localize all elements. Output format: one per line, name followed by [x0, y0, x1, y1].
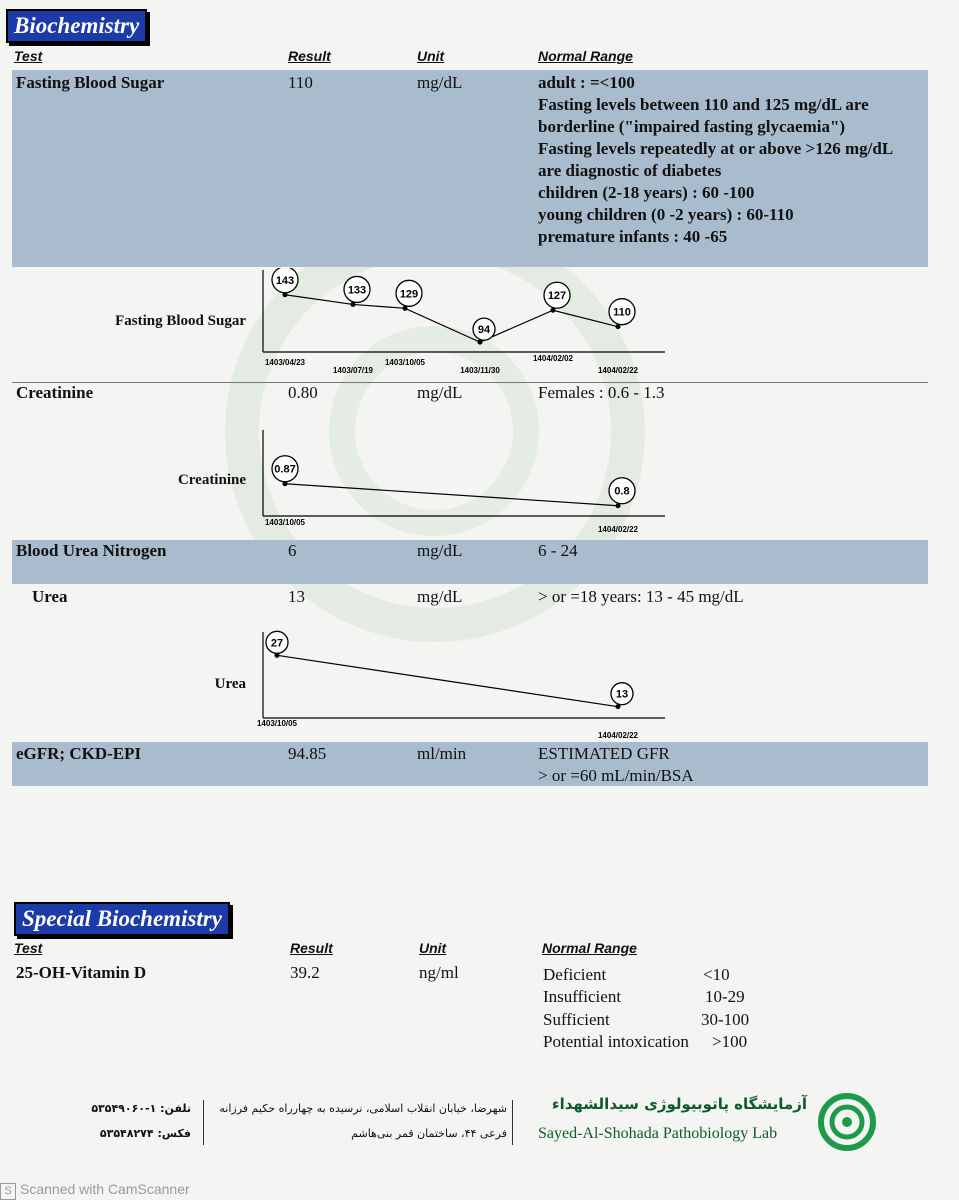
egfr-normal-range — [538, 743, 694, 787]
fbs-range-line: children (2-18 years) : 60 -100 — [538, 183, 755, 202]
vitd-unit: ng/ml — [419, 963, 459, 982]
urea-result: 13 — [288, 587, 305, 606]
fbs-unit: mg/dL — [417, 73, 463, 92]
vitd-range-label: Deficient — [543, 965, 607, 984]
x-tick-label: 1403/10/05 — [264, 518, 306, 527]
lab-name-fa: آزمایشگاه پاتوبیولوژی سیدالشهداء — [551, 1095, 807, 1113]
creatinine-unit: mg/dL — [417, 383, 463, 402]
special-biochemistry-title: Special Biochemistry — [14, 902, 230, 936]
header-unit: Unit — [419, 940, 447, 956]
header-result: Result — [290, 940, 333, 956]
camscanner-watermark — [0, 1181, 190, 1200]
fbs-normal-range — [538, 72, 893, 248]
biochemistry-title: Biochemistry — [6, 9, 147, 43]
urea-unit: mg/dL — [417, 587, 463, 606]
vitd-range-label: Sufficient — [543, 1010, 610, 1029]
header-normal-range: Normal Range — [538, 48, 633, 64]
divider — [12, 382, 928, 383]
data-label: 0.87 — [274, 463, 296, 476]
egfr-unit: ml/min — [417, 744, 467, 763]
x-tick-label: 1403/10/05 — [256, 719, 298, 728]
data-label: 133 — [347, 284, 367, 297]
bun-normal-range: 6 - 24 — [538, 541, 578, 560]
bun-test-name: Blood Urea Nitrogen — [16, 541, 167, 560]
x-tick-label: 1404/02/22 — [597, 366, 639, 375]
data-label: 27 — [270, 637, 284, 650]
x-tick-label: 1404/02/02 — [532, 354, 574, 363]
fbs-range-line: are diagnostic of diabetes — [538, 161, 722, 180]
header-test: Test — [14, 940, 43, 956]
creatinine-test-name: Creatinine — [16, 383, 94, 402]
data-label: 110 — [613, 306, 631, 319]
creatinine-chart-label: Creatinine — [177, 472, 246, 488]
vitd-range-label: Potential intoxication — [543, 1032, 689, 1051]
x-tick-label: 1403/11/30 — [460, 366, 500, 375]
urea-normal-range: > or =18 years: 13 - 45 mg/dL — [538, 587, 744, 606]
phone-number: تلفن: ۱-۵۳۵۴۹۰۶۰ — [91, 1102, 191, 1115]
creatinine-result: 0.80 — [288, 383, 318, 402]
footer-divider — [512, 1100, 513, 1145]
data-label: 129 — [399, 288, 419, 301]
fbs-range-line: Fasting levels between 110 and 125 mg/dL are — [538, 95, 869, 114]
fbs-range-line: young children (0 -2 years) : 60-110 — [538, 205, 794, 224]
series-line — [285, 484, 618, 506]
urea-chart-label: Urea — [214, 676, 246, 692]
header-unit: Unit — [417, 48, 445, 64]
x-tick-label: 1403/07/19 — [332, 366, 374, 375]
egfr-result: 94.85 — [288, 744, 327, 763]
x-tick-label: 1403/04/23 — [264, 358, 306, 367]
data-label: 13 — [615, 688, 629, 701]
camscanner-text: Scanned with CamScanner — [20, 1181, 190, 1197]
bun-unit: mg/dL — [417, 541, 463, 560]
egfr-test-name: eGFR; CKD-EPI — [16, 744, 142, 763]
fbs-range-line: premature infants : 40 -65 — [538, 227, 728, 246]
data-label: 94 — [477, 324, 491, 337]
vitd-result: 39.2 — [290, 963, 320, 982]
fbs-range-line: borderline ("impaired fasting glycaemia") — [538, 117, 846, 136]
urea-test-name: Urea — [32, 587, 68, 606]
fbs-result: 110 — [288, 73, 313, 92]
x-tick-label: 1404/02/22 — [597, 525, 639, 534]
creatinine-trend-chart — [255, 428, 675, 540]
data-label: 127 — [547, 290, 567, 303]
address-line-1: شهرضا، خیابان انقلاب اسلامی، نرسیده به چهارراه حکیم فرزانه — [219, 1102, 507, 1115]
fbs-chart-label: Fasting Blood Sugar — [115, 313, 246, 329]
vitd-range-value: 10-29 — [705, 987, 745, 1006]
fax-number: فکس: ۵۳۵۴۸۲۷۴ — [99, 1127, 191, 1140]
lab-logo-icon — [817, 1092, 877, 1152]
lab-name-en: Sayed-Al-Shohada Pathobiology Lab — [538, 1125, 778, 1142]
egfr-range-line: ESTIMATED GFR — [538, 744, 670, 763]
header-test: Test — [14, 48, 43, 64]
bun-result: 6 — [288, 541, 297, 560]
footer-divider — [203, 1100, 204, 1145]
series-line — [277, 655, 618, 706]
vitd-test-name: 25-OH-Vitamin D — [16, 963, 147, 982]
address-line-2: فرعی ۴۴، ساختمان قمر بنی‌هاشم — [351, 1127, 507, 1140]
vitd-range-value: 30-100 — [701, 1010, 750, 1029]
x-tick-label: 1403/10/05 — [384, 358, 426, 367]
vitd-range-value: >100 — [712, 1032, 748, 1051]
x-tick-label: 1404/02/22 — [597, 731, 639, 740]
fbs-test-name: Fasting Blood Sugar — [16, 73, 165, 92]
header-normal-range: Normal Range — [542, 940, 637, 956]
fbs-range-line: adult : =<100 — [538, 73, 635, 92]
data-label: 0.8 — [614, 485, 630, 498]
urea-trend-chart — [255, 630, 675, 742]
vitd-range-value: <10 — [703, 965, 730, 984]
creatinine-normal-range: Females : 0.6 - 1.3 — [538, 383, 665, 402]
data-label: 143 — [275, 274, 295, 287]
vitd-range-label: Insufficient — [543, 987, 622, 1006]
fbs-range-line: Fasting levels repeatedly at or above >126 mg/dL — [538, 139, 894, 158]
header-result: Result — [288, 48, 331, 64]
egfr-range-line: > or =60 mL/min/BSA — [538, 766, 694, 785]
camscanner-icon: S — [0, 1183, 16, 1200]
egfr-row-band — [12, 742, 928, 786]
fbs-trend-chart — [255, 268, 675, 380]
